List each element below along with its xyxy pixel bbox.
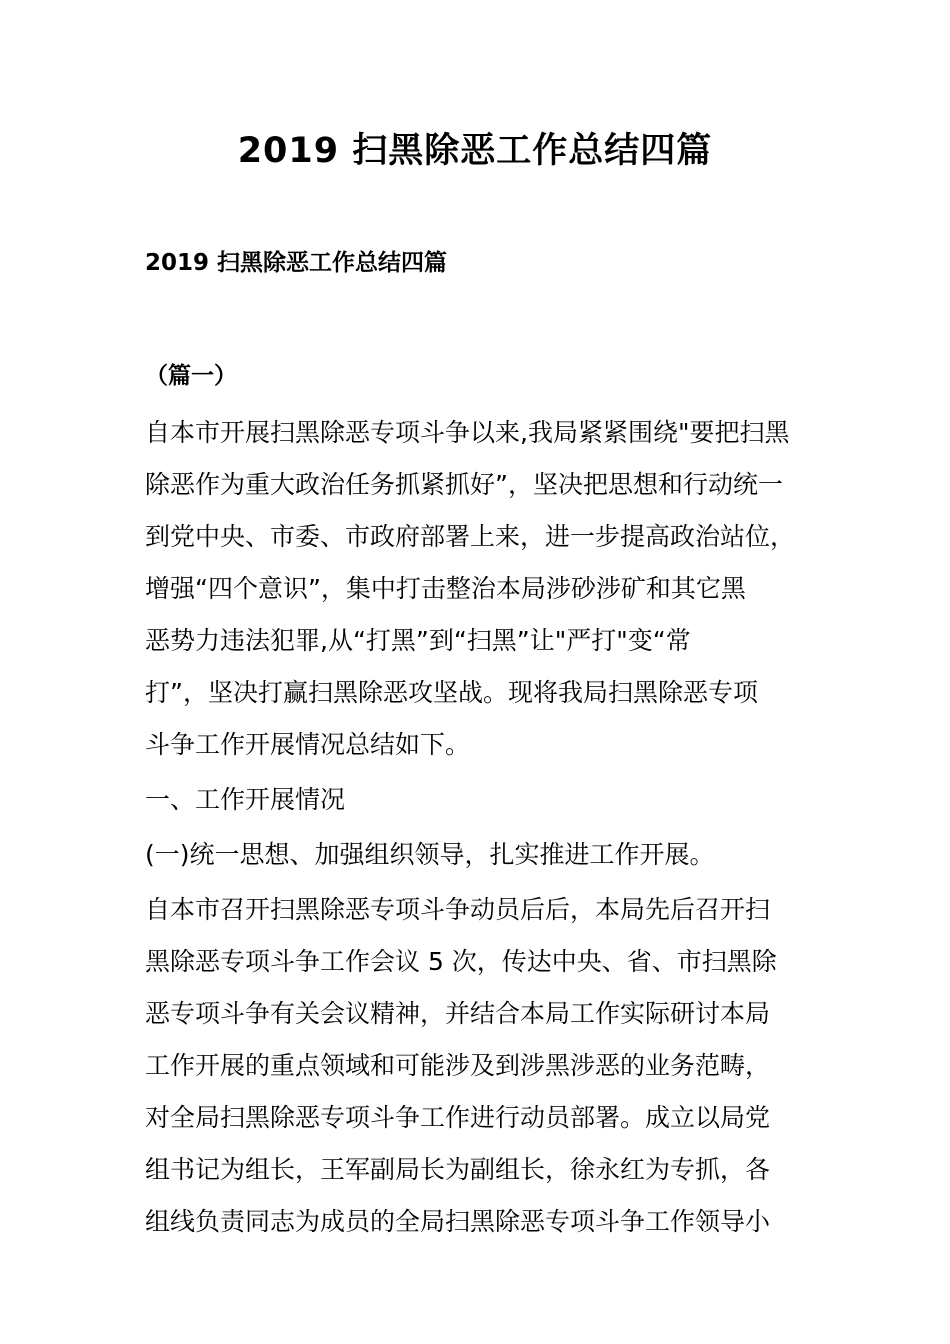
text-line: 打”，坚决打赢扫黑除恶攻坚战。现将我局扫黑除恶专项: [145, 678, 758, 707]
text-line: 黑除恶专项斗争工作会议 5 次，传达中央、省、市扫黑除: [145, 947, 777, 976]
text-line: 对全局扫黑除恶专项斗争工作进行动员部署。成立以局党: [145, 1103, 771, 1132]
text-line: 除恶作为重大政治任务抓紧抓好”，坚决把思想和行动统一: [145, 470, 783, 499]
paragraph-mobilization: [145, 884, 805, 1248]
heading-unify-thinking: (一)统一思想、加强组织领导，扎实推进工作开展。: [145, 840, 715, 869]
text-line: 组书记为组长，王军副局长为副组长，徐永红为专抓，各: [145, 1155, 771, 1184]
text-line: 自本市召开扫黑除恶专项斗争动员后后，本局先后召开扫: [145, 895, 771, 924]
body-text: [145, 407, 805, 1248]
document-subtitle: 2019 扫黑除恶工作总结四篇: [145, 250, 448, 276]
document-title: 2019 扫黑除恶工作总结四篇: [237, 131, 713, 171]
text-line: 恶专项斗争有关会议精神，并结合本局工作实际研讨本局: [145, 999, 771, 1028]
text-line: 恶势力违法犯罪,从“打黑”到“扫黑”让"严打"变“常: [145, 626, 691, 655]
heading-work-status: 一、工作开展情况: [145, 785, 346, 814]
text-line: 组线负责同志为成员的全局扫黑除恶专项斗争工作领导小: [145, 1207, 771, 1236]
text-line: 工作开展的重点领域和可能涉及到涉黑涉恶的业务范畴，: [145, 1051, 771, 1080]
text-line: 斗争工作开展情况总结如下。: [145, 730, 471, 759]
paragraph-intro: [145, 407, 805, 771]
text-line: 自本市开展扫黑除恶专项斗争以来,我局紧紧围绕"要把扫黑: [145, 418, 790, 447]
text-line: 增强“四个意识”，集中打击整治本局涉砂涉矿和其它黑: [145, 574, 746, 603]
text-line: 到党中央、市委、市政府部署上来，进一步提高政治站位，: [145, 522, 796, 551]
section-label: （篇一）: [145, 363, 237, 389]
